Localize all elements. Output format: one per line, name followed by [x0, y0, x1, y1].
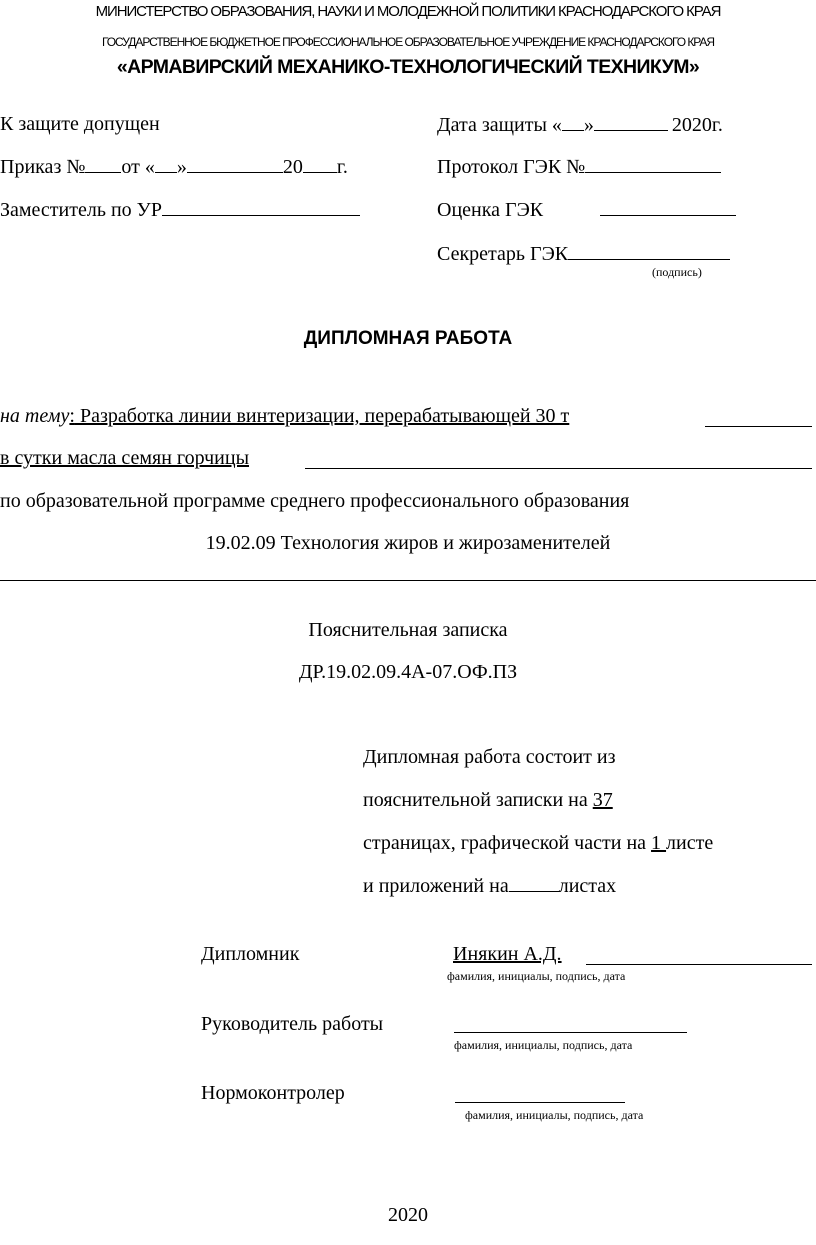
normcontrol-signature-line	[455, 1102, 625, 1103]
composition-appendix-blank	[509, 873, 559, 892]
institution-type: ГОСУДАРСТВЕННОЕ БЮДЖЕТНОЕ ПРОФЕССИОНАЛЬНОЕ ОБРАЗОВАТЕЛЬНОЕ УЧРЕЖДЕНИЕ КРАСНОДАРСКОГО КРАЯ	[102, 35, 714, 49]
signature-caption: (подпись)	[652, 265, 702, 279]
grade-line	[437, 197, 736, 222]
note-code: ДР.19.02.09.4А-07.ОФ.ПЗ	[298, 661, 518, 683]
composition-sheets: 1	[651, 832, 667, 854]
deputy-label: Заместитель по УР	[0, 199, 162, 221]
topic-line-2-fill	[305, 468, 812, 469]
supervisor-caption: фамилия, инициалы, подпись, дата	[454, 1038, 633, 1052]
note-title: Пояснительная записка	[308, 619, 508, 641]
student-name: Инякин А.Д.	[453, 943, 562, 965]
grade-blank	[600, 197, 736, 216]
order-from-label: от «	[121, 156, 155, 178]
composition-appendix-suffix: листах	[558, 875, 617, 897]
normcontrol-label: Нормоконтролер	[201, 1082, 345, 1104]
protocol-label: Протокол ГЭК №	[437, 156, 586, 178]
defense-date-label: Дата защиты «	[437, 114, 562, 136]
composition-pages: 37	[592, 789, 613, 811]
composition-line-3	[363, 831, 713, 855]
defense-month-blank	[594, 112, 668, 131]
order-no-blank	[85, 154, 121, 173]
defense-date-line	[437, 112, 723, 137]
topic-line-1	[0, 404, 569, 428]
composition-sheets-suffix: листе	[666, 832, 714, 854]
composition-line-1: Дипломная работа состоит из	[363, 746, 616, 768]
order-day-blank	[155, 154, 177, 173]
secretary-line	[437, 241, 730, 266]
topic-text-2: в сутки масла семян горчицы	[0, 447, 250, 469]
composition-sheets-prefix: страницах, графической части на	[363, 832, 652, 854]
normcontrol-caption: фамилия, инициалы, подпись, дата	[465, 1108, 644, 1122]
protocol-line	[437, 154, 721, 179]
order-no-label: Приказ №	[0, 156, 86, 178]
protocol-blank	[585, 154, 721, 173]
defense-year: 2020г.	[671, 114, 723, 136]
order-year-suffix: г.	[336, 156, 348, 178]
deputy-line	[0, 197, 360, 222]
program-rule	[0, 580, 816, 581]
student-signature-line	[586, 964, 812, 965]
order-year-prefix: 20	[282, 156, 303, 178]
program-line-1: по образовательной программе среднего профессионального образования	[0, 490, 630, 512]
composition-pages-prefix: пояснительной записки на	[363, 789, 593, 811]
student-caption: фамилия, инициалы, подпись, дата	[447, 969, 626, 983]
footer-year: 2020	[388, 1204, 428, 1226]
admitted-label: К защите допущен	[0, 113, 160, 135]
secretary-blank	[568, 241, 730, 260]
supervisor-signature-line	[454, 1032, 687, 1033]
defense-quote-close: »	[583, 114, 594, 136]
composition-line-4	[363, 873, 616, 898]
supervisor-label: Руководитель работы	[201, 1013, 384, 1035]
order-quote-close: »	[176, 156, 187, 178]
topic-colon: :	[69, 405, 75, 427]
document-title: ДИПЛОМНАЯ РАБОТА	[303, 328, 513, 349]
topic-label: на тему	[0, 405, 70, 427]
topic-line-1-fill	[705, 426, 812, 427]
composition-appendix-prefix: и приложений на	[363, 875, 509, 897]
order-line	[0, 154, 348, 179]
order-month-blank	[187, 154, 283, 173]
topic-text-1: Разработка линии винтеризации, перерабатывающей 30 т	[74, 405, 570, 427]
deputy-blank	[162, 197, 360, 216]
program-line-2: 19.02.09 Технология жиров и жирозаменителей	[205, 532, 611, 554]
grade-label: Оценка ГЭК	[437, 199, 544, 221]
student-label: Дипломник	[201, 943, 300, 965]
secretary-label: Секретарь ГЭК	[437, 243, 569, 265]
composition-line-2	[363, 788, 613, 812]
institution-name: «АРМАВИРСКИЙ МЕХАНИКО-ТЕХНОЛОГИЧЕСКИЙ ТЕХНИКУМ»	[116, 56, 700, 78]
ministry-header: МИНИСТЕРСТВО ОБРАЗОВАНИЯ, НАУКИ И МОЛОДЕЖНОЙ ПОЛИТИКИ КРАСНОДАРСКОГО КРАЯ	[95, 3, 721, 20]
defense-day-blank	[562, 112, 584, 131]
order-year-blank	[303, 154, 337, 173]
